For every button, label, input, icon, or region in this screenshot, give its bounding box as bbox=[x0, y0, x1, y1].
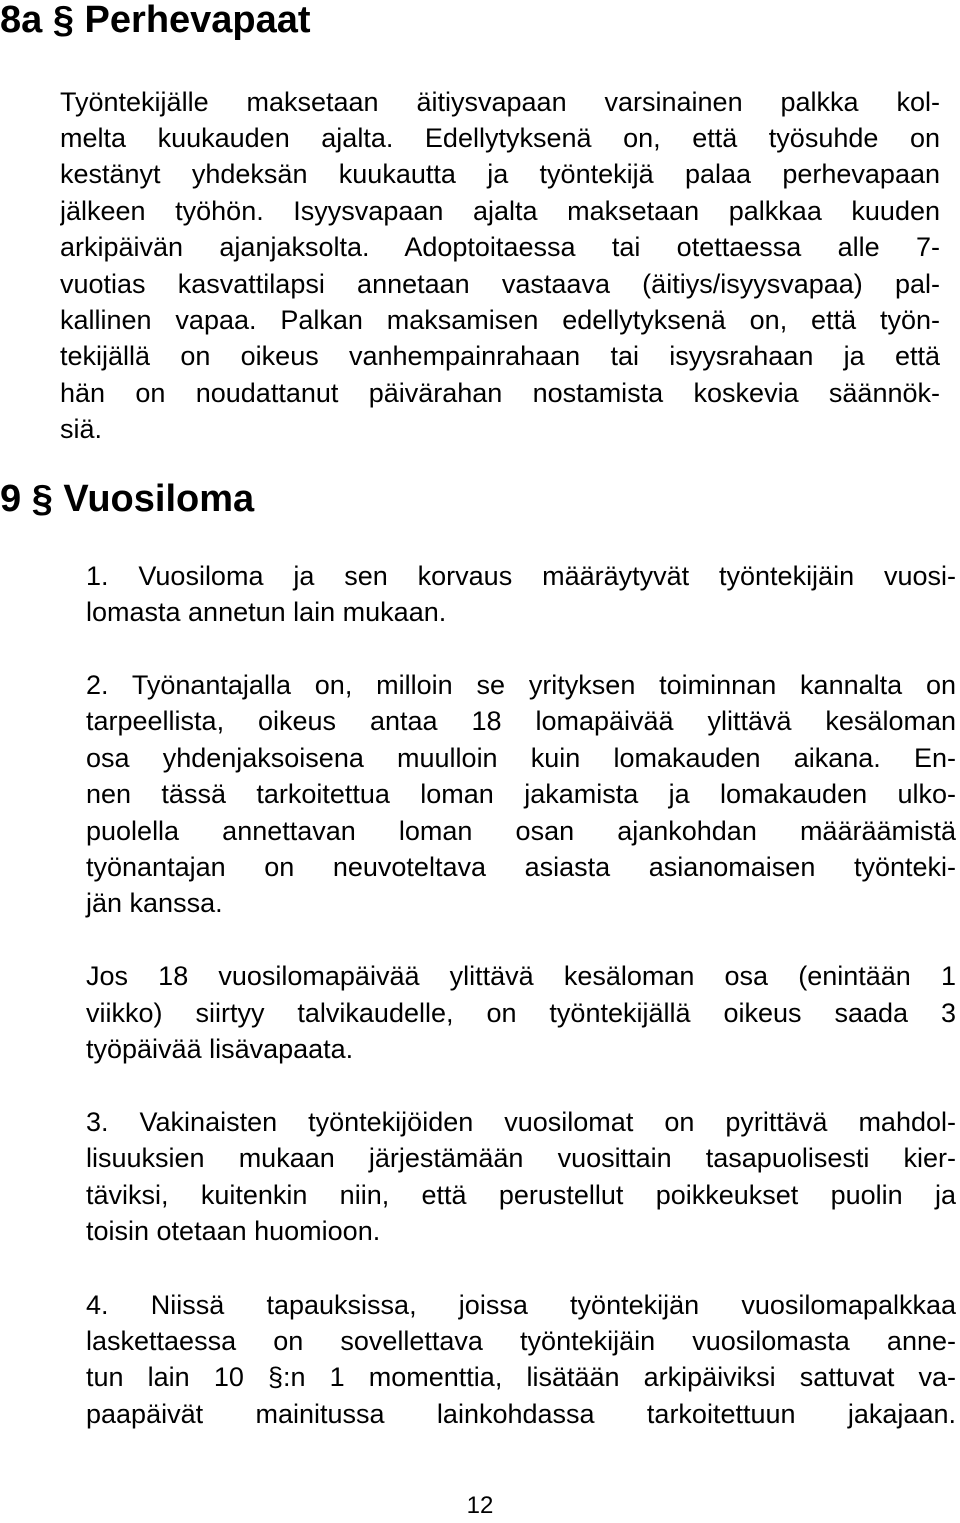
text-line: osa yhdenjaksoisena muulloin kuin lomakauden aikana. En- bbox=[86, 743, 956, 773]
text-line: Työntekijälle maksetaan äitiysvapaan varsinainen palkka kol- bbox=[60, 87, 940, 117]
text-line: täviksi, kuitenkin niin, että perustellut poikkeukset puolin ja bbox=[86, 1180, 956, 1210]
text-line: 1. Vuosiloma ja sen korvaus määräytyvät työntekijäin vuosi- bbox=[86, 561, 956, 591]
section-number: 8a bbox=[0, 0, 43, 41]
text-line: melta kuukauden ajalta. Edellytyksenä on, että työsuhde on bbox=[60, 123, 940, 153]
text-line: nen tässä tarkoitettua loman jakamista ja lomakauden ulko- bbox=[86, 779, 956, 809]
text-line: lisuuksien mukaan järjestämään vuosittain tasapuolisesti kier- bbox=[86, 1143, 956, 1173]
text-line: hän on noudattanut päivärahan nostamista koskevia säännök- bbox=[60, 378, 940, 408]
page-number: 12 bbox=[466, 1492, 494, 1519]
text-line: kestänyt yhdeksän kuukautta ja työntekijä palaa perhevapaan bbox=[60, 159, 940, 189]
text-line: arkipäivän ajanjaksolta. Adoptoitaessa tai otettaessa alle 7- bbox=[60, 232, 940, 262]
text-line: tarpeellista, oikeus antaa 18 lomapäivää ylittävä kesäloman bbox=[86, 706, 956, 736]
text-line: 2. Työnantajalla on, milloin se yrityksen toiminnan kannalta on bbox=[86, 670, 956, 700]
text-line: paapäivät mainitussa lainkohdassa tarkoitettuun jakajaan. bbox=[86, 1399, 956, 1429]
text-line: Jos 18 vuosilomapäivää ylittävä kesäloman osa (enintään 1 bbox=[86, 961, 956, 991]
section-title: Vuosiloma bbox=[63, 478, 255, 520]
text-line: 3. Vakinaisten työntekijöiden vuosilomat on pyrittävä mahdol- bbox=[86, 1107, 956, 1137]
text-line: lomasta annetun lain mukaan. bbox=[86, 597, 447, 627]
section-heading-9 bbox=[0, 477, 254, 521]
text-line: työpäivää lisävapaata. bbox=[86, 1034, 354, 1064]
text-line: työnantajan on neuvoteltava asiasta asianomaisen työnteki- bbox=[86, 852, 956, 882]
text-line: puolella annettavan loman osan ajankohdan määräämistä bbox=[86, 816, 956, 846]
section-number: 9 bbox=[0, 478, 22, 520]
text-line: laskettaessa on sovellettava työntekijäin vuosilomasta anne- bbox=[86, 1326, 956, 1356]
text-line: toisin otetaan huomioon. bbox=[86, 1216, 381, 1246]
text-line: siä. bbox=[60, 414, 103, 444]
text-line: tun lain 10 §:n 1 momenttia, lisätään arkipäiviksi sattuvat va- bbox=[86, 1362, 956, 1392]
text-line: 4. Niissä tapauksissa, joissa työntekijän vuosilomapalkkaa bbox=[86, 1290, 956, 1320]
section-heading-8a bbox=[0, 0, 311, 42]
section-symbol: § bbox=[52, 0, 74, 41]
text-line: vuotias kasvattilapsi annetaan vastaava (äitiys/isyysvapaa) pal- bbox=[60, 269, 940, 299]
text-line: tekijällä on oikeus vanhempainrahaan tai isyysrahaan ja että bbox=[60, 341, 940, 371]
text-line: jän kanssa. bbox=[86, 888, 223, 918]
section-title: Perhevapaat bbox=[84, 0, 311, 41]
text-line: kallinen vapaa. Palkan maksamisen edellytyksenä on, että työn- bbox=[60, 305, 940, 335]
text-line: viikko) siirtyy talvikaudelle, on työntekijällä oikeus saada 3 bbox=[86, 998, 956, 1028]
section-symbol: § bbox=[31, 478, 53, 520]
text-line: jälkeen työhön. Isyysvapaan ajalta maksetaan palkkaa kuuden bbox=[60, 196, 940, 226]
